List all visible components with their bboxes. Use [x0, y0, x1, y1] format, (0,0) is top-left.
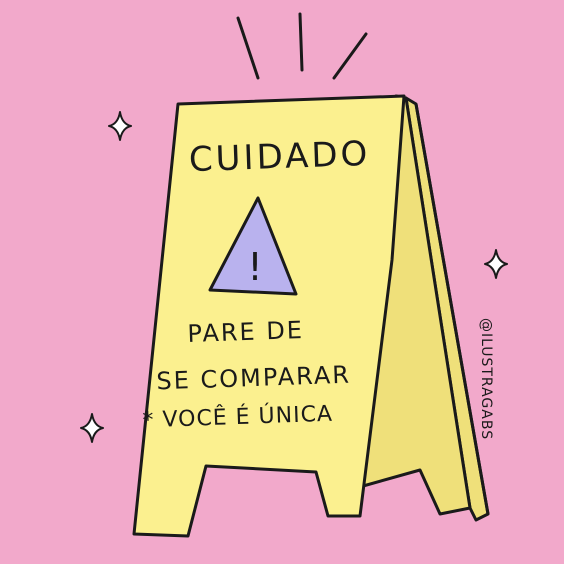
emphasis-lines-icon	[238, 14, 366, 78]
sign-title: CUIDADO	[188, 133, 371, 181]
sign-line-1: PARE DE	[187, 315, 305, 349]
sign-line-3: * VOCÊ É ÚNICA	[142, 401, 334, 434]
sparkle-icon	[109, 112, 131, 140]
sparkle-icon	[81, 414, 103, 442]
sign-line-2: SE COMPARAR	[156, 360, 352, 396]
sparkle-icon	[485, 250, 507, 278]
warning-exclamation: !	[247, 245, 263, 289]
artist-credit: @ILUSTRAGABS	[478, 318, 494, 441]
